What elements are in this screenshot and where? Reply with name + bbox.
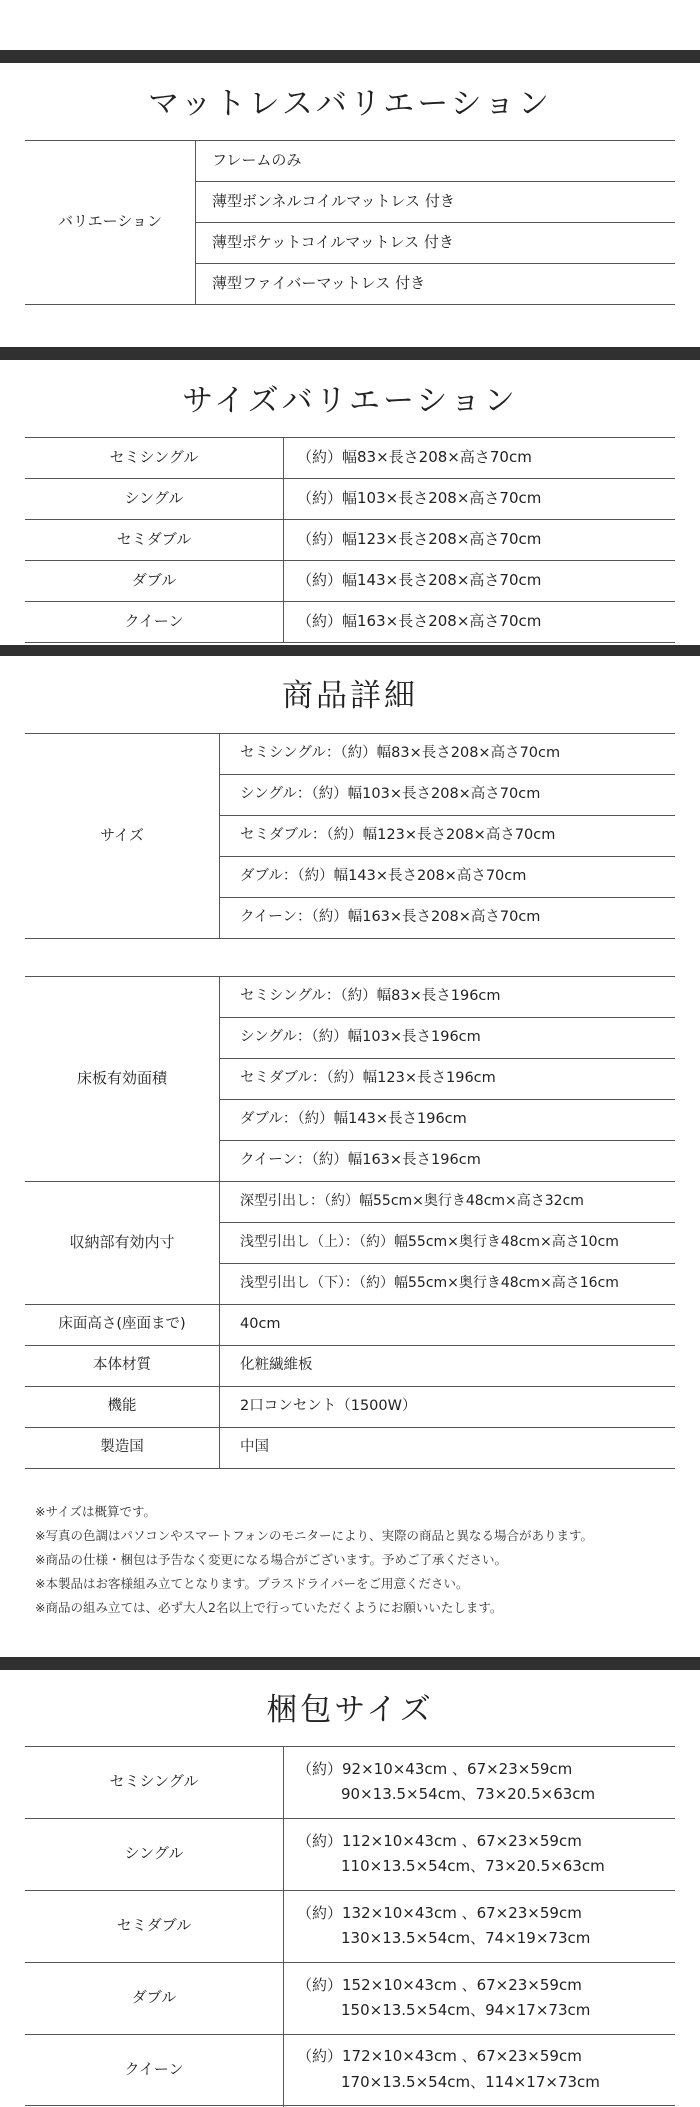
size-row-label: セミシングル [109, 447, 199, 466]
package-row-label: ダブル [131, 1988, 177, 2007]
table-line [25, 1468, 675, 1469]
package-line: 90×13.5×54cm、73×20.5×63cm [341, 1785, 596, 1803]
material-label: 本体材質 [93, 1357, 151, 1374]
note-line: ※商品の仕様・梱包は予告なく変更になる場合がございます。予めご了承ください。 [35, 1552, 507, 1567]
table-line [219, 733, 220, 938]
package-line: （約）112×10×43cm 、67×23×59cm [297, 1831, 582, 1850]
table-line [25, 2105, 675, 2106]
details-size-label: サイズ [100, 825, 144, 844]
floor-height-label: 床面高さ(座面まで) [58, 1316, 186, 1333]
variation-item: 薄型ファイバーマットレス 付き [212, 273, 426, 292]
origin-value: 中国 [240, 1439, 269, 1456]
package-row-value [297, 1746, 595, 1818]
section-divider-bar [0, 645, 700, 656]
package-row-value [297, 2034, 600, 2105]
size-row-label: シングル [124, 488, 184, 507]
floor-area-item: ダブル：（約）幅143×長さ196cm [240, 1111, 467, 1128]
package-row-label: セミダブル [116, 1916, 192, 1935]
size-row-value: （約）幅103×長さ208×高さ70cm [297, 488, 542, 507]
variation-item: フレームのみ [212, 150, 302, 169]
variation-header: バリエーション [57, 212, 163, 231]
storage-label: 収納部有効内寸 [69, 1232, 175, 1251]
size-row-value: （約）幅83×長さ208×高さ70cm [297, 447, 532, 466]
size-row-label: セミダブル [116, 529, 192, 548]
package-line: 150×13.5×54cm、94×17×73cm [341, 2001, 591, 2019]
floor-area-item: セミダブル：（約）幅123×長さ196cm [240, 1070, 496, 1087]
note-line: ※商品の組み立ては、必ず大人2名以上で行っていただくようにお願いいたします。 [35, 1600, 503, 1615]
package-row-label: クイーン [124, 2059, 184, 2078]
package-line: 130×13.5×54cm、74×19×73cm [341, 1929, 591, 1947]
floor-area-item: シングル：（約）幅103×長さ196cm [240, 1029, 481, 1046]
section-divider-bar [0, 347, 700, 360]
details-size-item: シングル：（約）幅103×長さ208×高さ70cm [240, 786, 541, 803]
storage-item: 浅型引出し（上）：（約）幅55cm×奥行き48cm×高さ10cm [240, 1233, 619, 1250]
floor-area-item: セミシングル：（約）幅83×長さ196cm [240, 988, 501, 1005]
note-line: ※写真の色調はパソコンやスマートフォンのモニターにより、実際の商品と異なる場合があります。 [35, 1528, 593, 1543]
table-line [283, 1746, 284, 2107]
details-size-item: ダブル：（約）幅143×長さ208×高さ70cm [240, 868, 527, 885]
package-row-label: シングル [124, 1844, 184, 1863]
size-row-label: ダブル [131, 570, 177, 589]
details-section-title: 商品詳細 [282, 678, 418, 714]
details-size-item: クイーン：（約）幅163×長さ208×高さ70cm [240, 909, 541, 926]
size-row-label: クイーン [124, 611, 184, 630]
size-row-value: （約）幅123×長さ208×高さ70cm [297, 529, 542, 548]
variation-item: 薄型ボンネルコイルマットレス 付き [212, 191, 455, 210]
function-label: 機能 [107, 1398, 137, 1415]
package-row-label: セミシングル [109, 1772, 199, 1791]
package-line: （約）132×10×43cm 、67×23×59cm [297, 1903, 582, 1922]
size-row-value: （約）幅143×長さ208×高さ70cm [297, 570, 542, 589]
table-line [25, 938, 675, 939]
table-line [283, 437, 284, 642]
package-row-value [297, 1890, 590, 1962]
variation-item: 薄型ポケットコイルマットレス 付き [212, 232, 454, 251]
package-line: （約）172×10×43cm 、67×23×59cm [297, 2047, 582, 2065]
note-line: ※サイズは概算です。 [35, 1504, 156, 1519]
mattress-section-title: マットレスバリエーション [148, 86, 552, 122]
storage-item: 深型引出し：（約）幅55cm×奥行き48cm×高さ32cm [240, 1192, 584, 1209]
material-value: 化粧繊維板 [240, 1357, 313, 1374]
floor-height-value: 40cm [240, 1316, 281, 1333]
floor-area-label: 床板有効面積 [76, 1068, 167, 1087]
floor-area-item: クイーン：（約）幅163×長さ196cm [240, 1152, 481, 1169]
details-size-item: セミシングル：（約）幅83×長さ208×高さ70cm [240, 745, 561, 762]
section-divider-bar [0, 50, 700, 63]
package-line: 170×13.5×54cm、114×17×73cm [341, 2072, 600, 2091]
details-size-item: セミダブル：（約）幅123×長さ208×高さ70cm [240, 827, 556, 844]
package-row-value [297, 1818, 605, 1890]
package-line: （約）92×10×43cm 、67×23×59cm [297, 1759, 573, 1778]
size-row-value: （約）幅163×長さ208×高さ70cm [297, 611, 542, 630]
origin-label: 製造国 [100, 1439, 144, 1456]
storage-item: 浅型引出し（下）：（約）幅55cm×奥行き48cm×高さ16cm [240, 1274, 619, 1291]
size-section-title: サイズバリエーション [182, 383, 518, 419]
package-section-title: 梱包サイズ [266, 1692, 434, 1728]
table-line [25, 642, 675, 643]
package-line: （約）152×10×43cm 、67×23×59cm [297, 1975, 582, 1994]
table-line [25, 304, 675, 305]
package-row-value [297, 1962, 590, 2034]
note-line: ※本製品はお客様組み立てとなります。プラスドライバーをご用意ください。 [35, 1576, 469, 1591]
package-line: 110×13.5×54cm、73×20.5×63cm [341, 1857, 605, 1875]
section-divider-bar [0, 1657, 700, 1670]
function-value: 2口コンセント（1500W） [240, 1398, 417, 1415]
